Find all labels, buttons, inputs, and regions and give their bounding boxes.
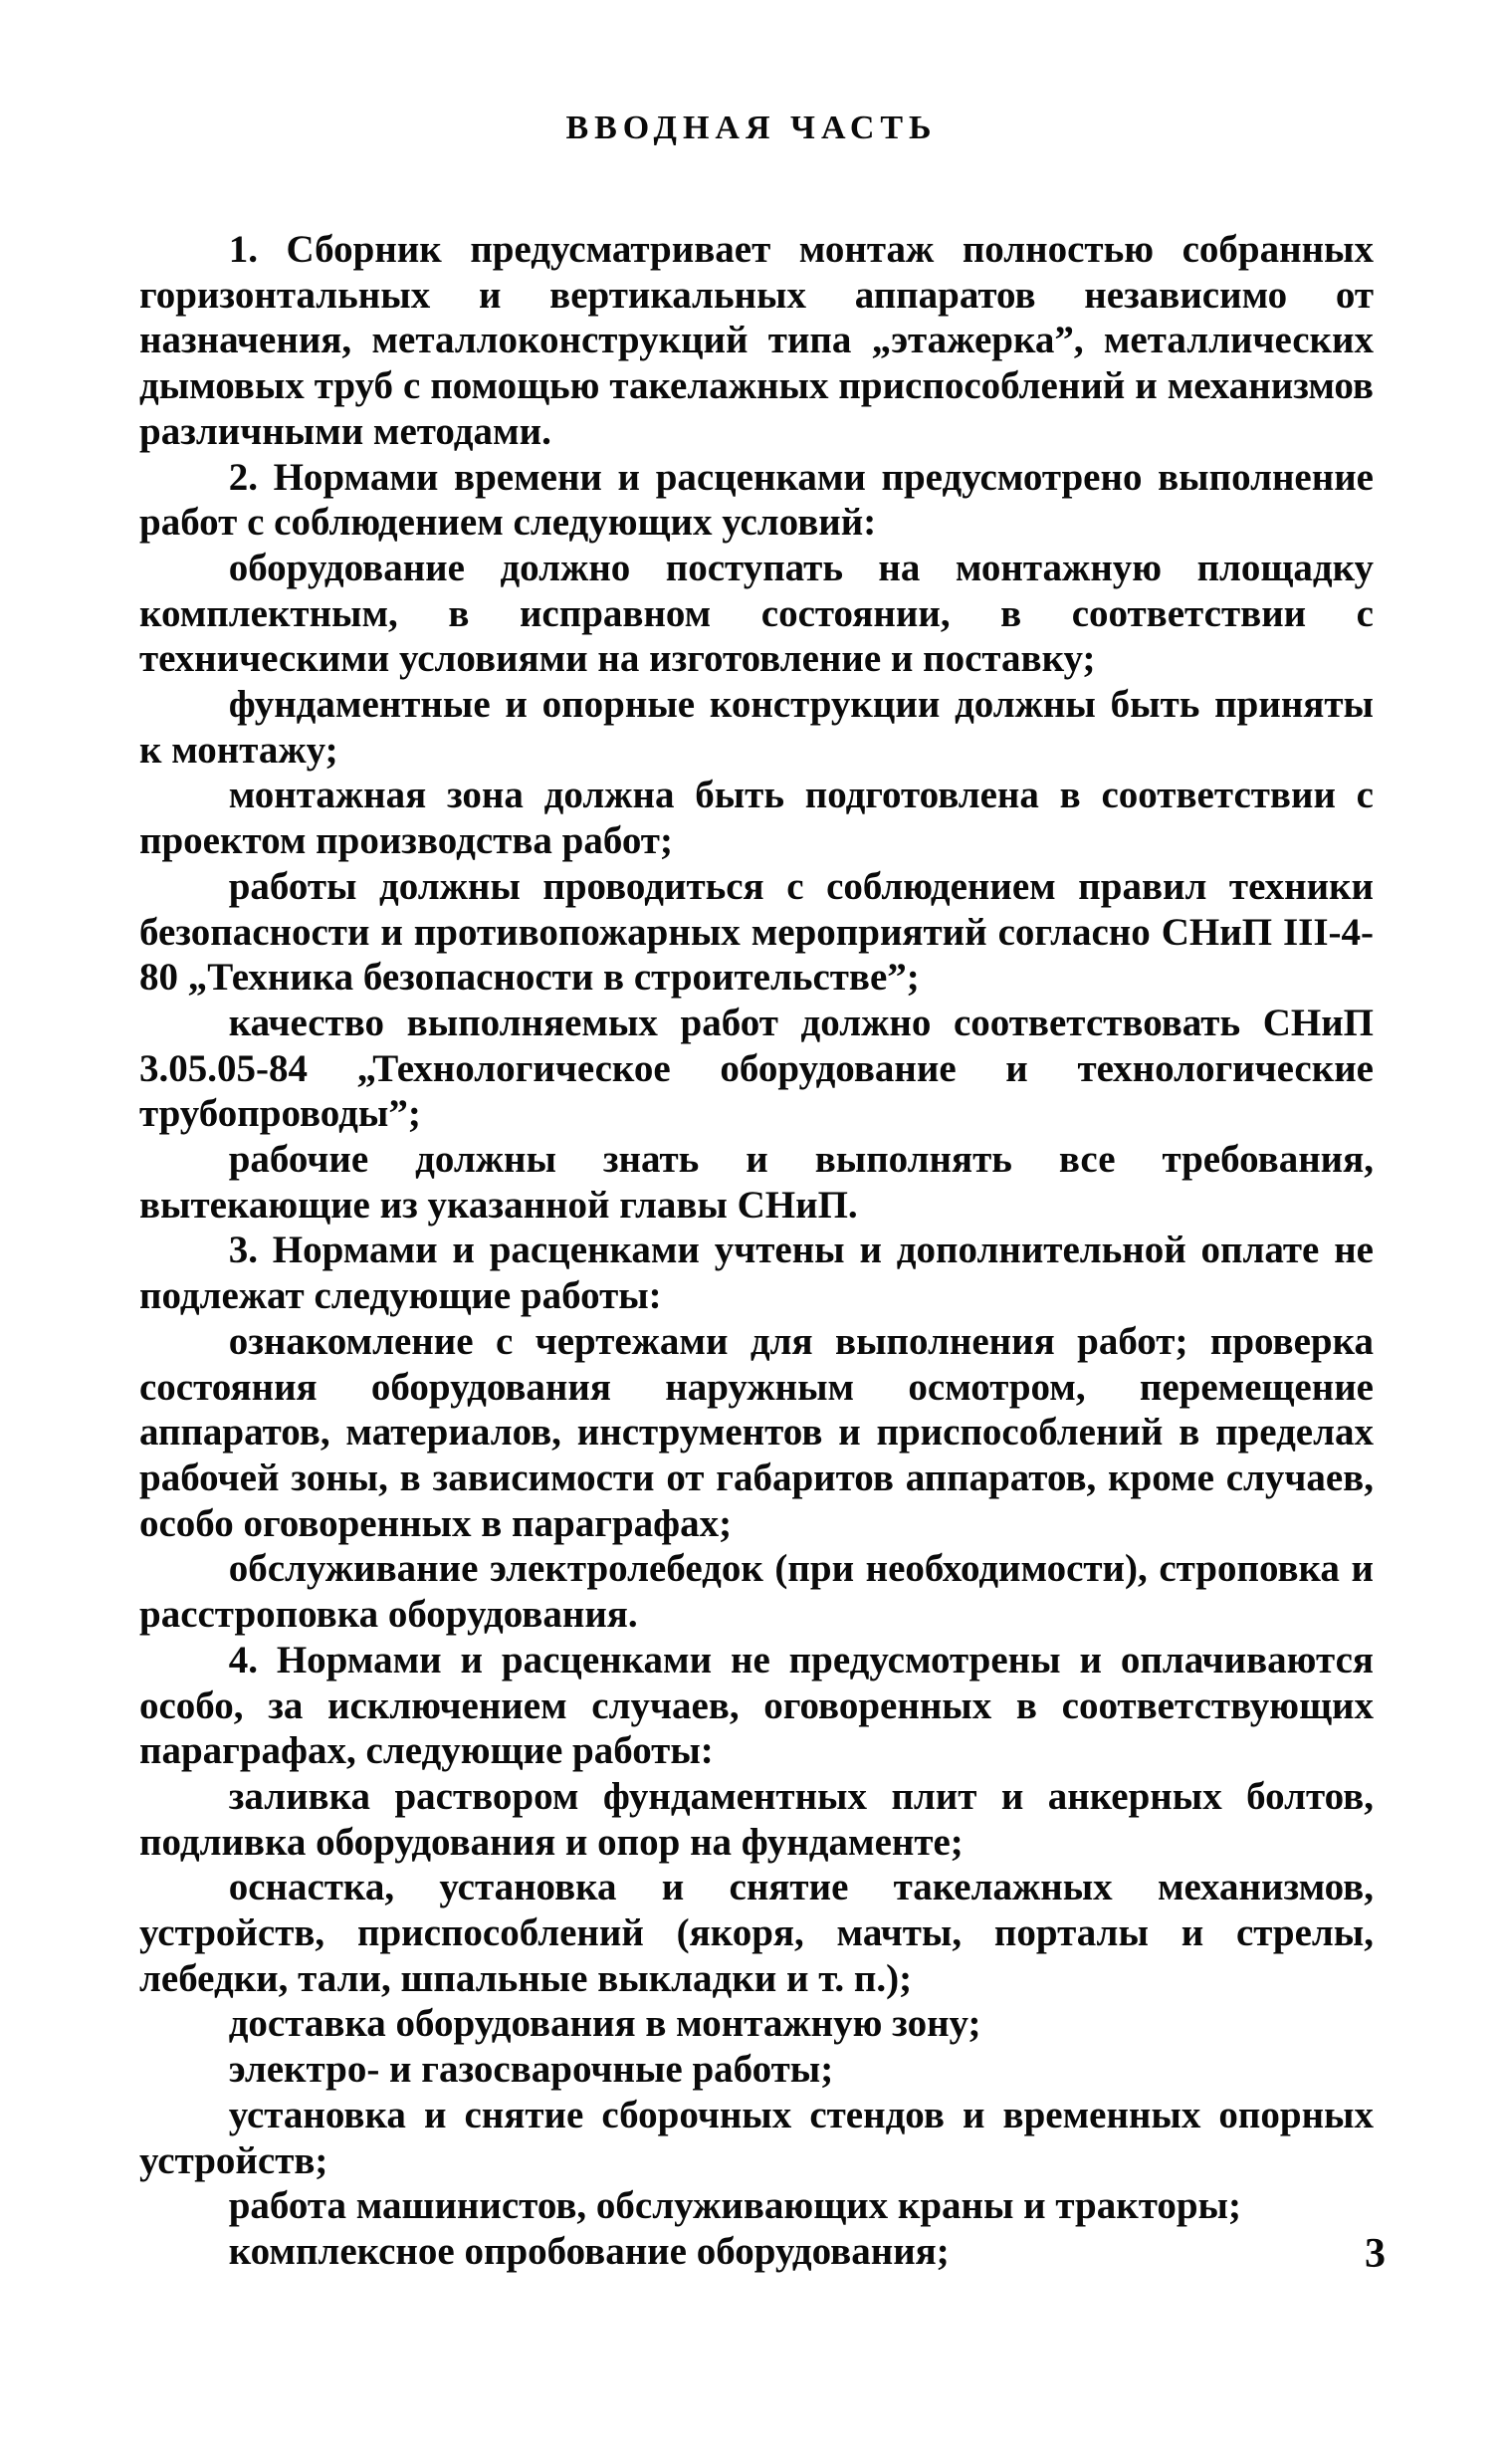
paragraph-4-item-4: электро- и газосварочные работы; xyxy=(228,2048,834,2092)
paragraph-2-item-2: фундаментные и опорные конструкции должны быть приняты к монтажу; xyxy=(139,683,1374,772)
paragraph-4-item-6: работа машинистов, обслуживающих краны и тракторы; xyxy=(228,2184,1241,2228)
paragraph-2-item-5: качество выполняемых работ должно соответствовать СНиП 3.05.05-84 „Технологическое оборудование и технологические трубопроводы”; xyxy=(139,1001,1374,1136)
paragraph-3-item-2: обслуживание электролебедок (при необходимости), строповка и расстроповка оборудования. xyxy=(139,1547,1374,1637)
paragraph-4-item-1: заливка раствором фундаментных плит и анкерных болтов, подливка оборудования и опор на фундаменте; xyxy=(139,1774,1374,1864)
paragraph-4-item-5: установка и снятие сборочных стендов и временных опорных устройств; xyxy=(139,2093,1374,2182)
paragraph-3: 3. Нормами и расценками учтены и дополнительной оплате не подлежат следующие работы: xyxy=(139,1229,1374,1318)
section-heading: ВВОДНАЯ ЧАСТЬ xyxy=(565,110,938,146)
page-number: 3 xyxy=(1365,2231,1386,2277)
body-text xyxy=(139,227,1374,2275)
paragraph-2-item-4: работы должны проводиться с соблюдением правил техники безопасности и противопожарных мероприятий согласно СНиП III-4-80 „Техника безопасности в строительстве”; xyxy=(139,864,1374,1000)
paragraph-4-item-7: комплексное опробование оборудования; xyxy=(228,2229,950,2273)
paragraph-4-item-2: оснастка, установка и снятие такелажных механизмов, устройств, приспособлений (якоря, мачты, порталы и стрелы, лебедки, тали, шпальные выкладки и т. п.); xyxy=(139,1866,1374,2000)
paragraph-4-item-3: доставка оборудования в монтажную зону; xyxy=(228,2002,981,2046)
paragraph-2-item-3: монтажная зона должна быть подготовлена в соответствии с проектом производства работ; xyxy=(139,774,1374,863)
paragraph-1: 1. Сборник предусматривает монтаж полностью собранных горизонтальных и вертикальных аппаратов независимо от назначения, металлоконструкций типа „этажерка”, металлических дымовых труб с помощью такелажных приспособлений и механизмов различными методами. xyxy=(139,228,1374,453)
paragraph-2: 2. Нормами времени и расценками предусмотрено выполнение работ с соблюдением следующих условий: xyxy=(139,455,1374,545)
paragraph-2-item-6: рабочие должны знать и выполнять все требования, вытекающие из указанной главы СНиП. xyxy=(139,1138,1374,1227)
paragraph-4: 4. Нормами и расценками не предусмотрены и оплачиваются особо, за исключением случаев, оговоренных в соответствующих параграфах, следующие работы: xyxy=(139,1638,1374,1773)
paragraph-2-item-1: оборудование должно поступать на монтажную площадку комплектным, в исправном состоянии, в соответствии с техническими условиями на изготовление и поставку; xyxy=(139,546,1374,681)
paragraph-3-item-1: ознакомление с чертежами для выполнения работ; проверка состояния оборудования наружным осмотром, перемещение аппаратов, материалов, инструментов и приспособлений в пределах рабочей зоны, в зависимости от габаритов аппаратов, кроме случаев, особо оговоренных в параграфах; xyxy=(139,1319,1374,1545)
